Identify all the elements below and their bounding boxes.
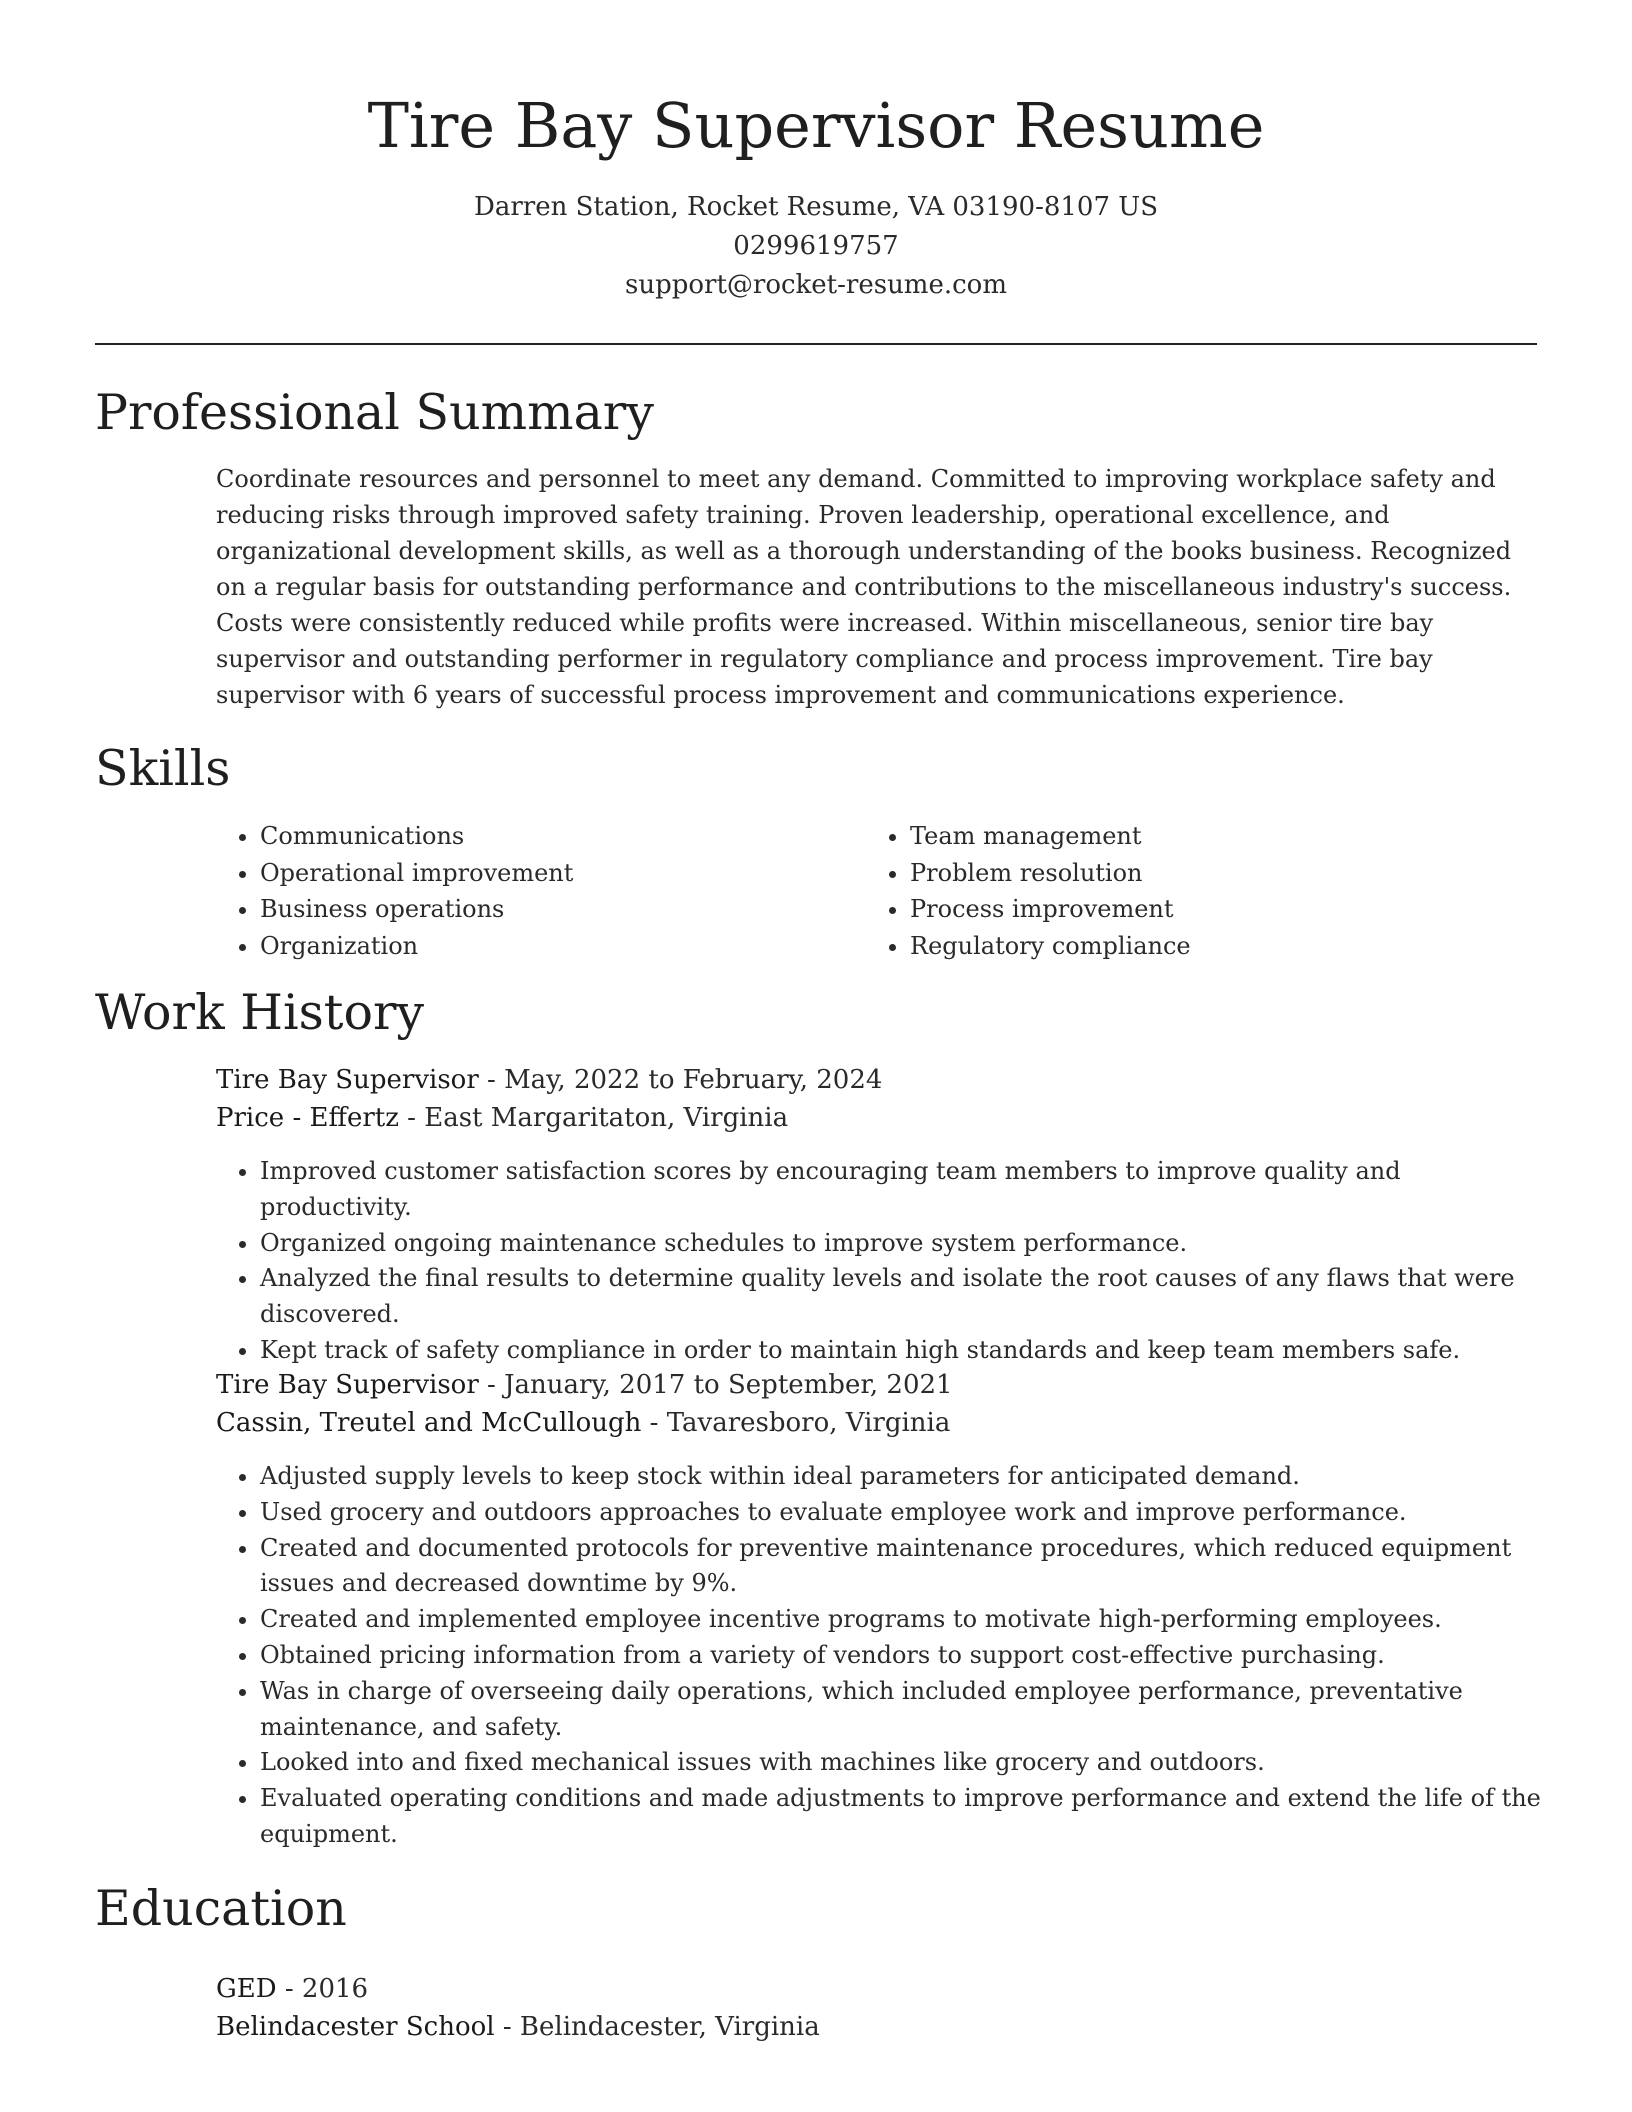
job-title-line [216, 1061, 1536, 1099]
education-degree: GED [216, 1974, 277, 2004]
job-company-line [216, 1099, 1536, 1137]
skills-column-left [216, 818, 866, 964]
work-history-heading: Work History [95, 984, 425, 1041]
education-school: Belindacester School [216, 2012, 495, 2042]
education-school-line [216, 2008, 1536, 2046]
skill-item: • Regulatory compliance [910, 928, 1516, 965]
summary-heading: Professional Summary [95, 384, 654, 441]
duty-item: • Created and documented protocols for preventive maintenance procedures, which reduced equipment issues and decreased downtime by 9%. [260, 1531, 1541, 1603]
education-year: - 2016 [276, 1974, 369, 2004]
duty-item: • Analyzed the final results to determine quality levels and isolate the root causes of any flaws that were discovered. [260, 1261, 1541, 1333]
skill-item: • Operational improvement [260, 855, 866, 892]
skill-item: • Process improvement [910, 891, 1516, 928]
duty-item: • Created and implemented employee incentive programs to motivate high-performing employees. [260, 1602, 1541, 1638]
job-header [216, 1366, 1536, 1442]
education-entry [216, 1970, 1536, 2046]
duty-item: • Kept track of safety compliance in order to maintain high standards and keep team members safe. [260, 1333, 1541, 1369]
job-dates: - May, 2022 to February, 2024 [478, 1065, 883, 1095]
skills-heading: Skills [95, 740, 231, 797]
job-company-line [216, 1404, 1536, 1442]
skill-item: • Team management [910, 818, 1516, 855]
contact-phone: 0299619757 [733, 231, 899, 261]
skills-column-right [866, 818, 1516, 964]
duty-item: • Obtained pricing information from a variety of vendors to support cost-effective purchasing. [260, 1638, 1541, 1674]
job-title-line [216, 1366, 1536, 1404]
skill-item: • Problem resolution [910, 855, 1516, 892]
duty-item: • Improved customer satisfaction scores by encouraging team members to improve quality and productivity. [260, 1154, 1541, 1226]
job-title: Tire Bay Supervisor [216, 1370, 479, 1400]
job-duties-list [216, 1459, 1541, 1853]
job-title: Tire Bay Supervisor [216, 1065, 479, 1095]
contact-info [95, 188, 1537, 305]
resume-header [95, 84, 1537, 305]
skills-list [216, 818, 1536, 964]
duty-item: • Adjusted supply levels to keep stock within ideal parameters for anticipated demand. [260, 1459, 1541, 1495]
job-location: - Tavaresboro, Virginia [641, 1408, 951, 1438]
skill-item: • Organization [260, 928, 866, 965]
job-dates: - January, 2017 to September, 2021 [478, 1370, 953, 1400]
summary-text: Coordinate resources and personnel to meet any demand. Committed to improving workplace safety and reducing risks through improved safety training. Proven leadership, operational excellence, and organizational development skills, as well as a thorough understanding of the books business. Recognized on a regular basis for outstanding performance and contributions to the miscellaneous industry's success. Costs were consistently reduced while profits were increased. Within miscellaneous, senior tire bay supervisor and outstanding performer in regulatory compliance and process improvement. Tire bay supervisor with 6 years of successful process improvement and communications experience. [216, 465, 1512, 709]
education-degree-line [216, 1970, 1536, 2008]
duty-item: • Looked into and fixed mechanical issues with machines like grocery and outdoors. [260, 1745, 1541, 1781]
contact-address: Darren Station, Rocket Resume, VA 03190-8107 US [473, 192, 1159, 222]
job-company: Price - Effertz [216, 1103, 399, 1133]
duty-item: • Evaluated operating conditions and made adjustments to improve performance and extend the life of the equipment. [260, 1781, 1541, 1853]
resume-title: Tire Bay Supervisor Resume [367, 89, 1265, 162]
education-location: - Belindacester, Virginia [494, 2012, 820, 2042]
header-divider [95, 343, 1537, 345]
skill-item: • Business operations [260, 891, 866, 928]
duty-item: • Used grocery and outdoors approaches to evaluate employee work and improve performance. [260, 1495, 1541, 1531]
skill-item: • Communications [260, 818, 866, 855]
contact-email[interactable]: support@rocket-resume.com [624, 270, 1007, 300]
job-header [216, 1061, 1536, 1137]
duty-item: • Organized ongoing maintenance schedules to improve system performance. [260, 1226, 1541, 1262]
education-heading: Education [95, 1880, 347, 1937]
job-company: Cassin, Treutel and McCullough [216, 1408, 642, 1438]
duty-item: • Was in charge of overseeing daily operations, which included employee performance, preventative maintenance, and safety. [260, 1674, 1541, 1746]
job-duties-list [216, 1154, 1541, 1369]
job-location: - East Margaritaton, Virginia [398, 1103, 789, 1133]
